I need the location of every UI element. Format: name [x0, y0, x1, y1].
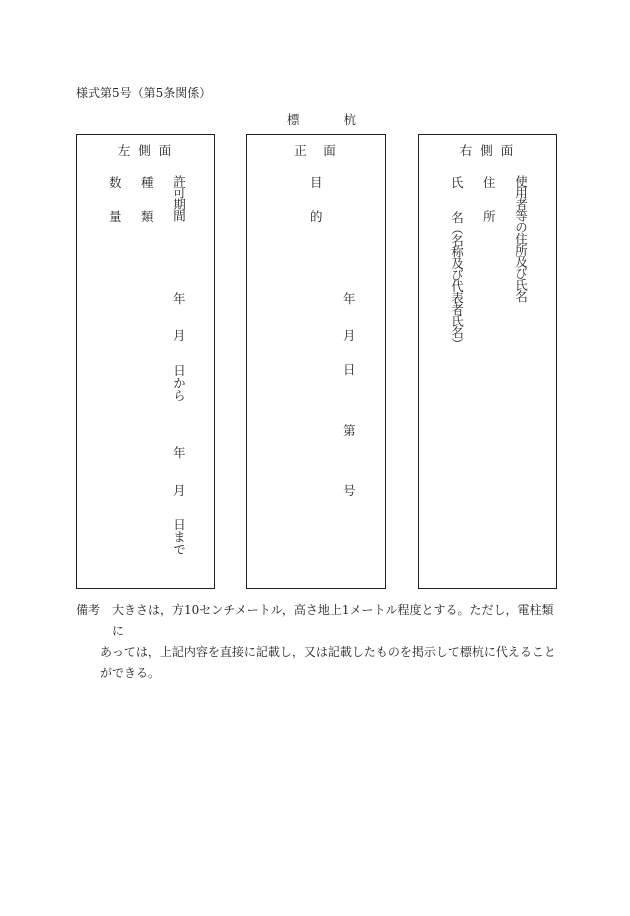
number-suffix: 号	[343, 483, 356, 498]
quantity-char-1: 数	[109, 175, 122, 190]
end-day: 日まで	[171, 518, 187, 556]
end-month: 月	[173, 483, 186, 498]
permit-period-label: 許可期間	[171, 175, 187, 221]
date-year: 年	[343, 291, 356, 306]
date-month: 月	[343, 328, 356, 343]
number-prefix: 第	[343, 423, 356, 438]
user-address-name-label: 使用者等の住所及び氏名	[513, 175, 529, 302]
front-panel-title: 正 面	[294, 143, 338, 158]
remarks-label: 備考	[76, 603, 101, 617]
start-year: 年	[173, 291, 186, 306]
right-panel-title: 右 側 面	[459, 143, 516, 158]
front-panel	[246, 134, 386, 589]
purpose-char-2: 的	[310, 209, 323, 224]
right-side-panel	[418, 134, 557, 589]
title-char-1: 標	[287, 112, 300, 127]
document-title	[287, 110, 356, 128]
form-header: 様式第5号（第5条関係）	[76, 86, 212, 100]
remarks	[76, 600, 562, 684]
quantity-char-2: 量	[109, 209, 122, 224]
name-char: 氏	[451, 175, 464, 190]
name-label: 名（名称及び代表者氏名）	[449, 211, 465, 349]
remarks-line-2: あっては，上記内容を直接に記載し，又は記載したものを掲示して標杭に代えること	[100, 645, 556, 659]
date-day: 日	[343, 362, 356, 377]
start-day: 日から	[171, 364, 187, 402]
remarks-line-3: ができる。	[100, 666, 161, 680]
type-char-2: 類	[141, 209, 154, 224]
remarks-line-1: 大きさは，方10センチメートル，高さ地上1メートル程度とする。ただし，電柱類に	[112, 603, 554, 638]
type-char-1: 種	[141, 175, 154, 190]
title-char-2: 杭	[343, 112, 356, 127]
purpose-char-1: 目	[310, 175, 323, 190]
end-year: 年	[173, 445, 186, 460]
address-char-2: 所	[483, 209, 496, 224]
address-char-1: 住	[483, 175, 496, 190]
start-month: 月	[173, 328, 186, 343]
left-side-panel	[76, 134, 215, 589]
left-panel-title: 左 側 面	[117, 143, 174, 158]
